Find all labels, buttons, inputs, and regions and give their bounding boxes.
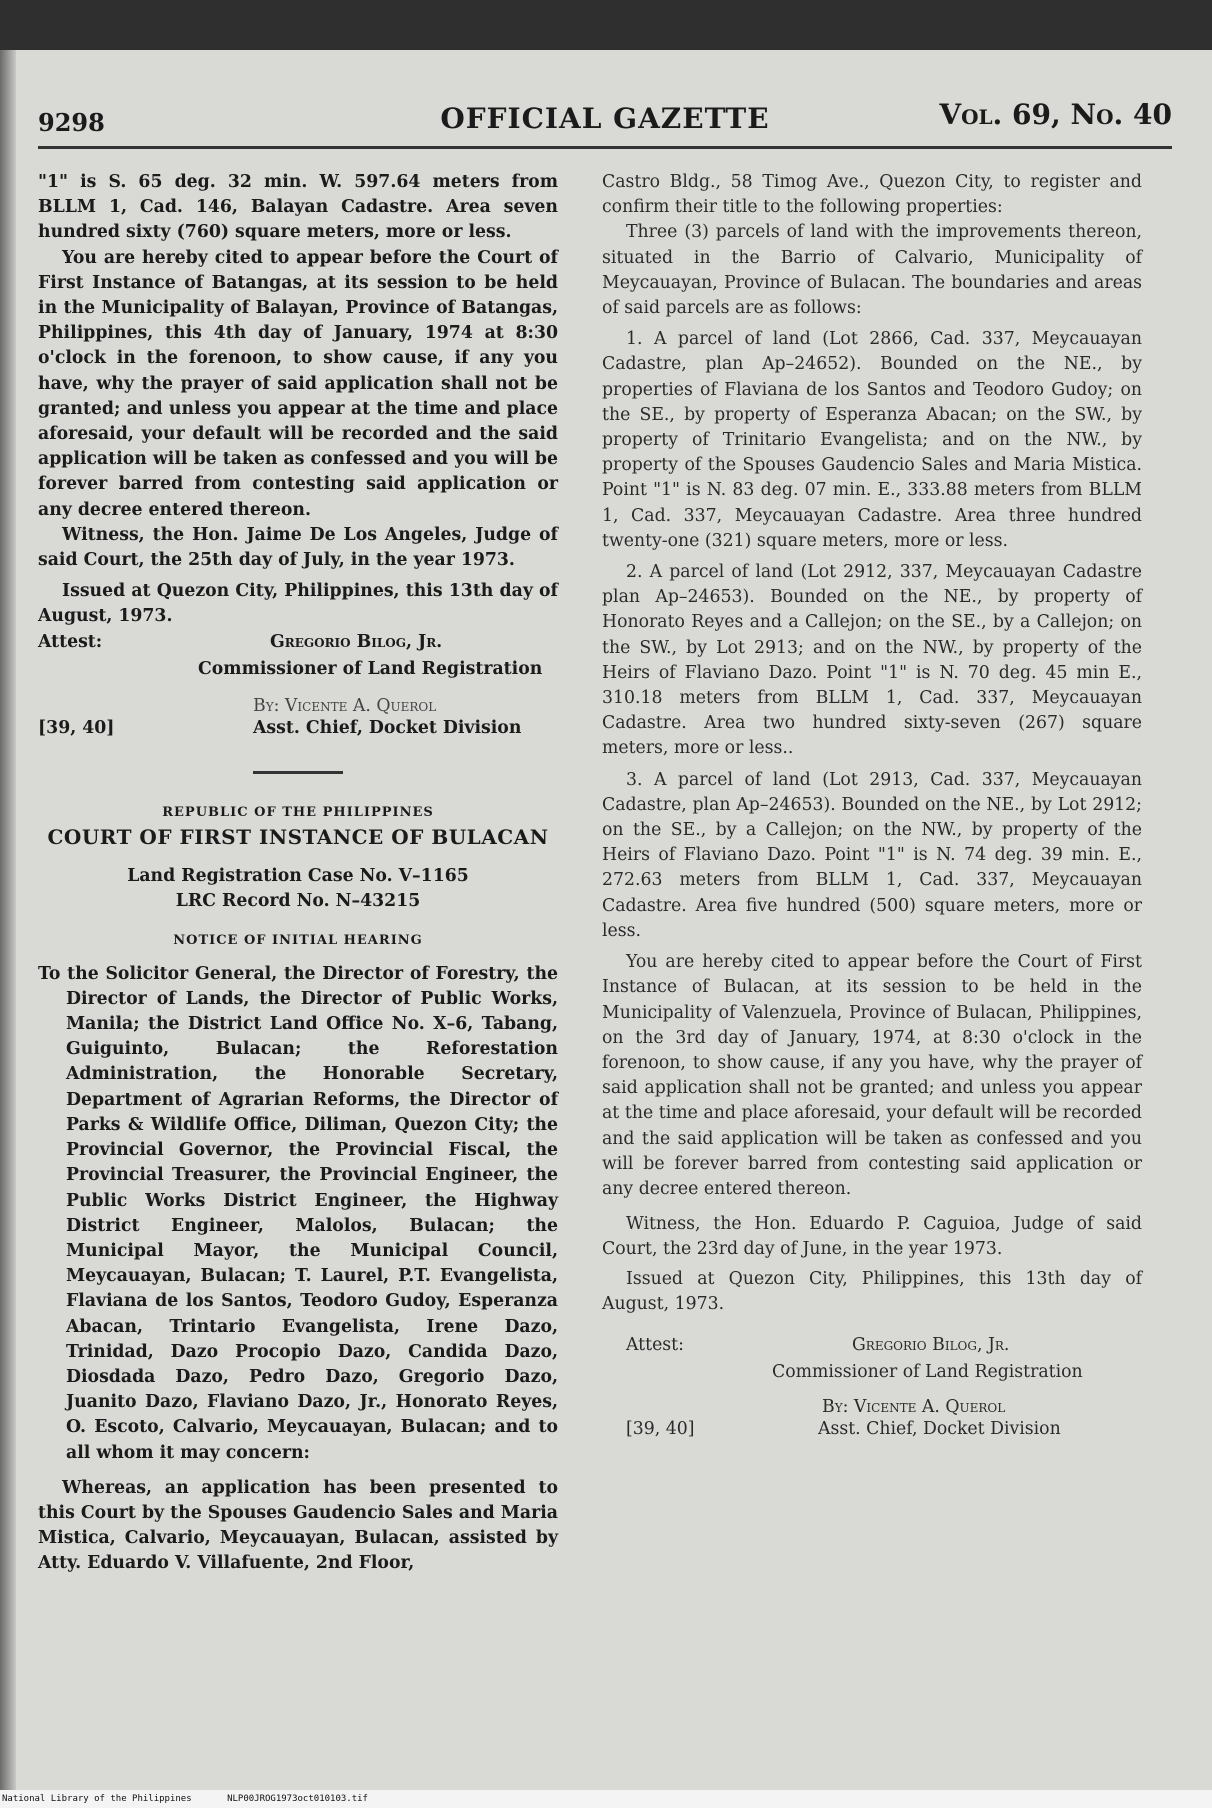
parcel-1: 1. A parcel of land (Lot 2866, Cad. 337, Meycauayan Cadastre, plan Ap–24652). Bounded on the NE., by properties of Flaviana de los Santos and Teodoro Gudoy; on the SE., by property of Esperanza Abacan; on the SW., by property of Trinitario Evangelista; and on the NW., by property of the Spouses Gaudencio Sales and Maria Mistica. Point "1" is N. 83 deg. 07 min. E., 333.88 meters from BLLM 1, Cad. 337, Meycauayan Cadastre. Area three hundred twenty-one (321) square meters, more or less. bbox=[602, 329, 1142, 551]
by-signer: By: Vicente A. Querol bbox=[253, 695, 437, 716]
scan-footer bbox=[0, 1790, 1212, 1808]
paragraph: Castro Bldg., 58 Timog Ave., Quezon City, to register and confirm their title to the following properties: bbox=[602, 172, 1142, 218]
paragraph: Whereas, an application has been presented to this Court by the Spouses Gaudencio Sales and Maria Mistica, Calvario, Meycauayan, Bulacan, assisted by Atty. Eduardo V. Villafuente, 2nd Floor, bbox=[38, 1477, 558, 1574]
case-number: Land Registration Case No. V–1165 bbox=[127, 866, 469, 887]
page-binding-shadow bbox=[0, 50, 16, 1790]
notice-heading: NOTICE OF INITIAL HEARING bbox=[173, 933, 423, 949]
left-column bbox=[38, 170, 558, 1577]
signer-title-line bbox=[602, 1360, 1142, 1387]
signer-name: Gregorio Bilog, Jr. bbox=[852, 1334, 1010, 1355]
docket-line bbox=[38, 716, 558, 743]
file-label: NLP00JROG1973oct010103.tif bbox=[227, 1794, 368, 1804]
signer-title-line bbox=[38, 657, 558, 684]
attest-label: Attest: bbox=[626, 1334, 684, 1355]
paragraph: Issued at Quezon City, Philippines, this 13th day of August, 1973. bbox=[602, 1268, 1142, 1314]
attest-label: Attest: bbox=[38, 631, 103, 652]
by-title: Asst. Chief, Docket Division bbox=[818, 1418, 1061, 1439]
gazette-page bbox=[0, 50, 1212, 1790]
paragraph: You are hereby cited to appear before the Court of First Instance of Batangas, at its session to be held in the Municipality of Balayan, Province of Batangas, Philippines, this 4th day of January, 1974 at 8:30 o'clock in the forenoon, to show cause, if any you have, why the prayer of said application shall not be granted; and unless you appear at the time and place aforesaid, your default will be recorded and the said application will be taken as confessed and you will be forever barred from contesting said application or any decree entered thereon. bbox=[38, 247, 558, 520]
by-line bbox=[602, 1395, 1142, 1417]
library-label: National Library of the Philippines bbox=[2, 1794, 192, 1804]
paragraph: You are hereby cited to appear before the Court of First Instance of Bulacan, at its session to be held in the Municipality of Valenzuela, Province of Bulacan, Philippines, on the 3rd day of January, 1974, at 8:30 o'clock in the forenoon, to show cause, if any you have, why the prayer of said application shall not be granted; and unless you appear at the time and place aforesaid, your default will be recorded and the said application will be taken as confessed and you will be forever barred from contesting said application or any decree entered thereon. bbox=[602, 952, 1142, 1199]
parcel-3: 3. A parcel of land (Lot 2913, Cad. 337, Meycauayan Cadastre, plan Ap–24653). Bounded on the NE., by Lot 2912; on the SE., by a Callejon; on the NW., by property of the Heirs of Flaviano Dazo. Point "1" is N. 74 deg. 39 min. E., 272.63 meters from BLLM 1, Cad. 337, Meycauayan Cadastre. Area five hundred (500) square meters, more or less. bbox=[602, 769, 1142, 941]
signer-name: Gregorio Bilog, Jr. bbox=[270, 631, 443, 652]
paragraph: Witness, the Hon. Eduardo P. Caguioa, Judge of said Court, the 23rd day of June, in the year 1973. bbox=[602, 1214, 1142, 1260]
republic-heading: REPUBLIC OF THE PHILIPPINES bbox=[162, 804, 434, 820]
record-number: LRC Record No. N–43215 bbox=[175, 891, 421, 912]
paragraph: Witness, the Hon. Jaime De Los Angeles, Judge of said Court, the 25th day of July, in the year 1973. bbox=[38, 524, 558, 571]
parcel-2: 2. A parcel of land (Lot 2912, 337, Meycauayan Cadastre plan Ap–24653). Bounded on the NE., by property of Honorato Reyes and a Callejon; on the SE., by a Callejon; on the SW., by Lot 2913; and on the NW., by property of the Heirs of Flaviano Dazo. Point "1" is N. 70 deg. 45 min E., 310.18 meters from BLLM 1, Cad. 337, Meycauayan Cadastre. Area two hundred sixty-seven (267) square meters, more or less.. bbox=[602, 562, 1142, 759]
paragraph: Issued at Quezon City, Philippines, this 13th day of August, 1973. bbox=[38, 581, 558, 627]
by-title: Asst. Chief, Docket Division bbox=[253, 717, 522, 738]
by-line bbox=[38, 694, 558, 716]
attest-line bbox=[602, 1333, 1142, 1360]
gazette-title: OFFICIAL GAZETTE bbox=[440, 102, 770, 135]
addressees: To the Solicitor General, the Director of Forestry, the Director of Lands, the Director of Public Works, Manila; the District Land Office No. X–6, Tabang, Guiguinto, Bulacan; the Reforestation Administration, the Honorable Secretary, Department of Agrarian Reforms, the Director of Parks & Wildlife Office, Diliman, Quezon City; the Provincial Governor, the Provincial Fiscal, the Provincial Treasurer, the Provincial Engineer, the Public Works District Engineer, the Highway District Engineer, Malolos, Bulacan; the Municipal Mayor, the Municipal Council, Meycauayan, Bulacan; T. Laurel, P.T. Evangelista, Flaviana de los Santos, Teodoro Gudoy, Esperanza Abacan, Trintario Evangelista, Irene Dazo, Trinidad, Dazo Procopio Dazo, Candida Dazo, Diosdada Dazo, Pedro Dazo, Gregorio Dazo, Juanito Dazo, Flaviano Dazo, Jr., Honorato Reyes, O. Escoto, Calvario, Meycauayan, Bulacan; and to all whom it may concern: bbox=[38, 963, 558, 1463]
signer-title: Commissioner of Land Registration bbox=[198, 658, 543, 679]
docket-line bbox=[602, 1417, 1142, 1444]
issue-ref: [39, 40] bbox=[626, 1418, 695, 1439]
page-number: 9298 bbox=[38, 108, 105, 137]
paragraph: Three (3) parcels of land with the improvements thereon, situated in the Barrio of Calvario, Municipality of Meycauayan, Province of Bulacan. The boundaries and areas of said parcels are as follows: bbox=[602, 222, 1142, 319]
right-column bbox=[602, 170, 1142, 1444]
page-header bbox=[38, 96, 1172, 149]
volume-number: Vol. 69, No. 40 bbox=[939, 98, 1172, 131]
by-signer: By: Vicente A. Querol bbox=[822, 1396, 1006, 1417]
section-divider bbox=[253, 771, 343, 774]
attest-line bbox=[38, 630, 558, 657]
issue-ref: [39, 40] bbox=[38, 717, 115, 738]
court-heading: COURT OF FIRST INSTANCE OF BULACAN bbox=[47, 824, 549, 849]
signer-title: Commissioner of Land Registration bbox=[772, 1361, 1083, 1382]
paragraph: "1" is S. 65 deg. 32 min. W. 597.64 meters from BLLM 1, Cad. 146, Balayan Cadastre. Area seven hundred sixty (760) square meters, more or less. bbox=[38, 172, 558, 243]
